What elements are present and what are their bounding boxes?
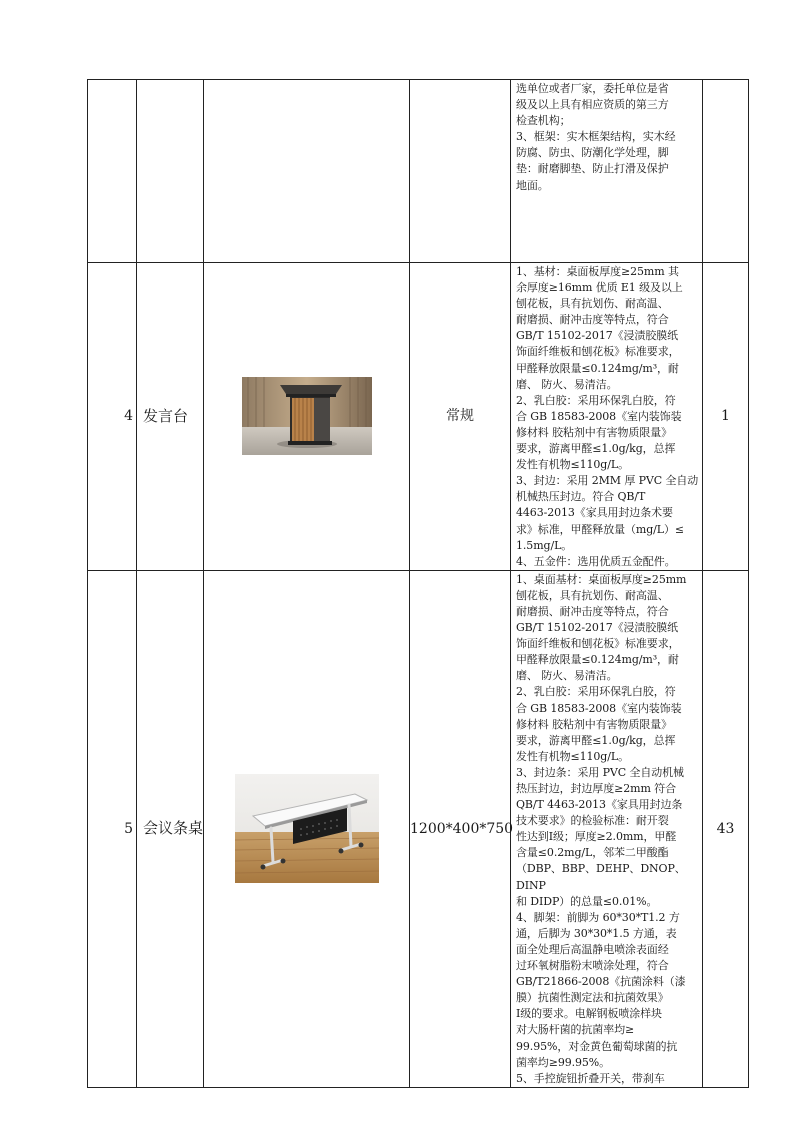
image-cell: [204, 263, 410, 571]
item-name: [137, 80, 204, 263]
lectern-photo-icon: [242, 377, 372, 455]
description-text: 1、基材：桌面板厚度≥25mm 其 余厚度≥16mm 优质 E1 级及以上 刨花板，具有抗划伤、耐高温、 耐磨损、耐冲击度等特点，符合 GB/T 15102-2017《浸渍胶膜纸 饰面纤维板和刨花板》标准要求， 甲醛释放限量≤0.124mg/m³，耐 磨、 防火、易清洁。 2、乳白胶：采用环保乳白胶，符 合 GB 18583-2008《室内装饰装 修材料 胶粘剂中有害物质限量》 要求，游离甲醛≤1.0g/kg，总挥 发性有机物≤110g/L。 3、封边：采用 2MM 厚 PVC 全自动 机械热压封边。符合 QB/T 4463-2013《家具用封边条术要 求》标准，甲醛释放量（mg/L）≤ 1.5mg/L。 4、五金件：选用优质五金配件。: [516, 265, 699, 568]
description-text: 选单位或者厂家，委托单位是省 级及以上具有相应资质的第三方 检查机构； 3、框架：实木框架结构，实木经 防腐、防虫、防潮化学处理，脚 垫：耐磨脚垫、防止打滑及保护 地面。: [516, 82, 676, 192]
item-quantity: 43: [703, 570, 749, 1087]
item-size: 1200*400*750: [410, 570, 511, 1087]
description-text: 1、桌面基材：桌面板厚度≥25mm 刨花板，具有抗划伤、耐高温、 耐磨损、耐冲击度等特点，符合 GB/T 15102-2017《浸渍胶膜纸 饰面纤维板和刨花板》标准要求， 甲醛释放限量≤0.124mg/m³，耐 磨、 防火、易清洁。 2、乳白胶：采用环保乳白胶，符 合 GB 18583-2008《室内装饰装 修材料 胶粘剂中有害物质限量》 要求，游离甲醛≤1.0g/kg，总挥 发性有机物≤110g/L。 3、封边条：采用 PVC 全自动机械 热压封边，封边厚度≥2mm 符合 QB/T 4463-2013《家具用封边条 技术要求》的检验标准：耐开裂 性达到Ⅰ级；厚度≥2.0mm，甲醛 含量≤0.2mg/L，邻苯二甲酸酯 （DBP、BBP、DEHP、DNOP、DINP 和 DIDP）的总量≤0.01%。 4、脚架：前脚为 60*30*T1.2 方 通，后脚为 30*30*1.5 方通，表 面全处理后高温静电喷涂表面经 过环氧树脂粉末喷涂处理，符合 GB/T21866-2008《抗菌涂料（漆 膜）抗菌性测定法和抗菌效果》 Ⅰ级的要求。电解钢板喷涂样块 对大肠杆菌的抗菌率均≥ 99.95%，对金黄色葡萄球菌的抗 菌率均≥99.95%。 5、手控旋钮折叠开关，带刹车: [516, 572, 687, 1085]
row-number: [88, 80, 137, 263]
item-quantity: [703, 80, 749, 263]
row-number: 5: [88, 570, 137, 1087]
item-quantity: 1: [703, 263, 749, 571]
table-row: [88, 570, 749, 1087]
image-cell: [204, 80, 410, 263]
item-size: [410, 80, 511, 263]
item-description: [511, 570, 703, 1087]
item-name: 发言台: [137, 263, 204, 571]
table-row: [88, 263, 749, 571]
folding-table-photo-icon: [235, 774, 379, 883]
image-cell: [204, 570, 410, 1087]
row-number: 4: [88, 263, 137, 571]
item-description: [511, 80, 703, 263]
spec-table: [87, 79, 749, 1088]
item-name: 会议条桌: [137, 570, 204, 1087]
item-size: 常规: [410, 263, 511, 571]
table-row: [88, 80, 749, 263]
item-description: [511, 263, 703, 571]
